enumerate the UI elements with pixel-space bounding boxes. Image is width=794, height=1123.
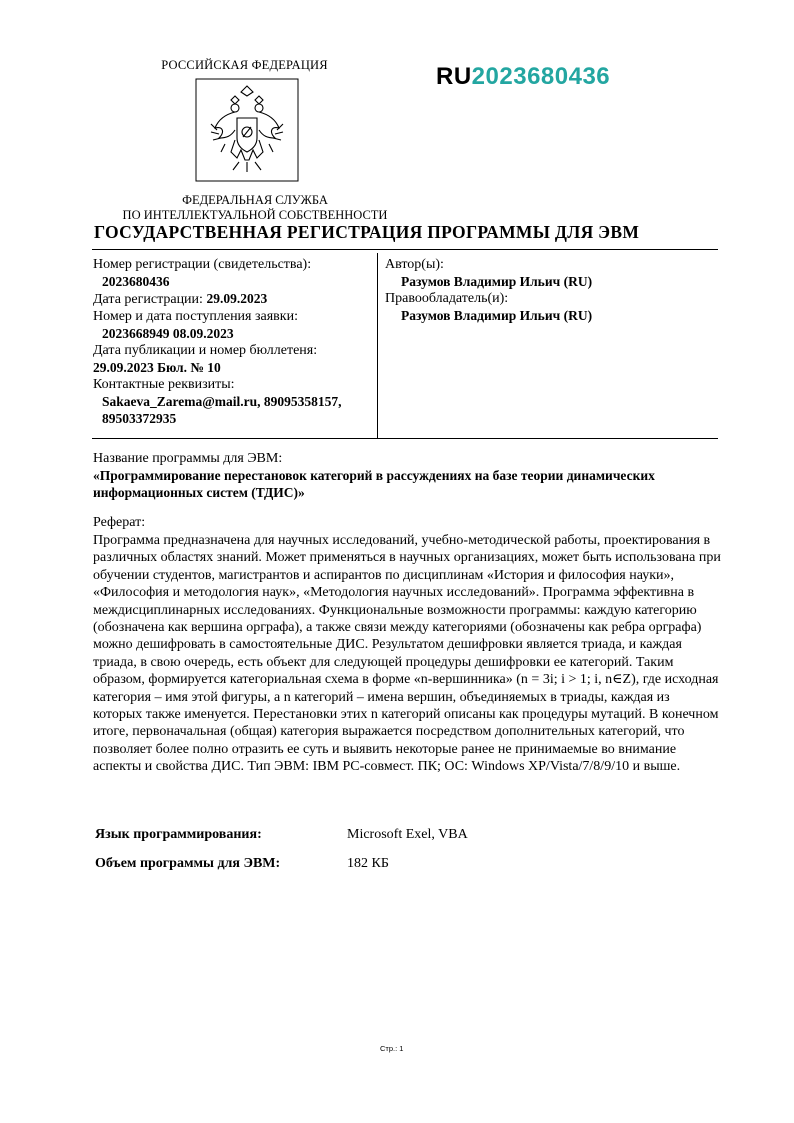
contacts-label: Контактные реквизиты: bbox=[93, 377, 235, 392]
authors-label: Автор(ы): bbox=[385, 257, 444, 272]
holders-value: Разумов Владимир Ильич (RU) bbox=[401, 308, 593, 323]
reg-date-value: 29.09.2023 bbox=[206, 291, 268, 306]
reg-prefix: RU bbox=[436, 63, 472, 90]
agency-line-1: ФЕДЕРАЛЬНАЯ СЛУЖБА bbox=[182, 193, 328, 207]
agency-line-2: ПО ИНТЕЛЛЕКТУАЛЬНОЙ СОБСТВЕННОСТИ bbox=[122, 208, 388, 222]
registration-details bbox=[93, 256, 371, 427]
holders-label: Правообладатель(и): bbox=[385, 291, 509, 306]
author-details bbox=[385, 256, 715, 324]
reg-number-value: 2023680436 bbox=[102, 274, 170, 289]
divider-top bbox=[92, 249, 718, 250]
registration-number-header bbox=[436, 63, 610, 91]
abstract-text: Программа предназначена для научных исследований, учебно-методической работы, проектирования в различных областях знаний. Может применяться в научных организациях, может быть использована при обучении студентов, магистрантов и аспирантов по дисциплинам «История и философия науки», «Философия и методология наук», «Методология научных исследований». Программа эффективна в междисциплинарных исследованиях. Функциональные возможности программы: каждую категорию (обозначена как вершина орграфа), а также связи между категориями (обозначены как ребра орграфа) можно дешифровать в самостоятельные ДИС. Результатом дешифровки является триада, и каждая триада, в свою очередь, есть объект для следующей процедуры дешифровки ее категорий. Таким образом, формируется категориальная схема в форме «n-вершинника» (n = 3i; i > 1; i, n∈Z), где исходная категория – имя этой фигуры, а n категорий – имена вершин, объединяемых в триады, каждая из которых также именуется. Перестановки этих n категорий описаны как процедуры мутаций. В конечном итоге, первоначальная (общая) категория выражается посредством дополнительных категорий, что позволяет более полно отразить ее суть и выявить некоторые ранее не принимаемые во внимание аспекты и свойства ДИС. Тип ЭВМ: IBM PC-совмест. ПК; ОС: Windows XP/Vista/7/8/9/10 и выше. bbox=[93, 533, 721, 775]
reg-number-label: Номер регистрации (свидетельства): bbox=[93, 257, 312, 272]
language-label: Язык программирования: bbox=[95, 827, 262, 842]
publication-value: 29.09.2023 Бюл. № 10 bbox=[93, 360, 221, 375]
contacts-value-line1: Sakaeva_Zarema@mail.ru, 89095358157, bbox=[102, 394, 342, 409]
reg-number: 2023680436 bbox=[471, 63, 611, 90]
reg-date-row bbox=[93, 290, 371, 308]
program-size-value: 182 КБ bbox=[347, 856, 389, 871]
contacts-value-line2: 89503372935 bbox=[102, 411, 177, 426]
country-title: РОССИЙСКАЯ ФЕДЕРАЦИЯ bbox=[161, 58, 328, 72]
divider-bottom bbox=[92, 438, 718, 439]
program-name-block bbox=[93, 450, 718, 501]
agency-name bbox=[100, 193, 410, 223]
divider-vertical bbox=[377, 253, 378, 438]
program-name-label: Название программы для ЭВМ: bbox=[93, 451, 283, 466]
russian-coat-of-arms-icon bbox=[195, 78, 299, 182]
authors-value: Разумов Владимир Ильич (RU) bbox=[401, 274, 593, 289]
abstract-label: Реферат: bbox=[93, 515, 146, 530]
reg-date-label: Дата регистрации: bbox=[93, 292, 203, 307]
application-label: Номер и дата поступления заявки: bbox=[93, 309, 298, 324]
document-title: ГОСУДАРСТВЕННАЯ РЕГИСТРАЦИЯ ПРОГРАММЫ ДЛЯ ЭВМ bbox=[94, 222, 640, 242]
page-number: Стр.: 1 bbox=[380, 1044, 404, 1053]
language-value: Microsoft Exel, VBA bbox=[347, 827, 468, 842]
application-value: 2023668949 08.09.2023 bbox=[102, 326, 234, 341]
program-name-value: «Программирование перестановок категорий в рассуждениях на базе теории динамических информационных систем (ТДИС)» bbox=[93, 468, 655, 500]
program-size-label: Объем программы для ЭВМ: bbox=[95, 856, 281, 871]
publication-label: Дата публикации и номер бюллетеня: bbox=[93, 343, 318, 358]
